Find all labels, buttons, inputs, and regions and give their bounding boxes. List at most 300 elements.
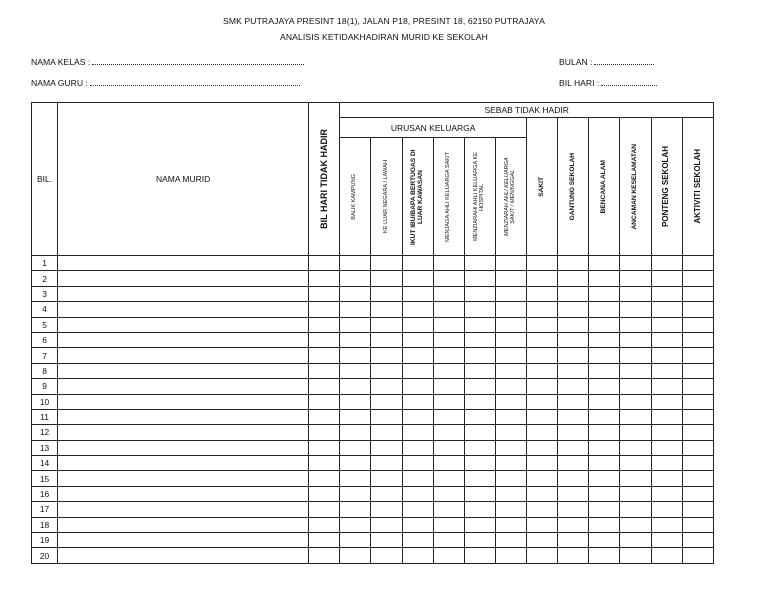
absence-cell[interactable] [371, 409, 402, 424]
absence-cell[interactable] [495, 502, 526, 517]
absence-cell[interactable] [371, 502, 402, 517]
absence-cell[interactable] [495, 363, 526, 378]
absence-cell[interactable] [651, 440, 682, 455]
absence-cell[interactable] [495, 486, 526, 501]
absence-cell[interactable] [589, 502, 620, 517]
absence-cell[interactable] [309, 517, 340, 532]
menziarah-meninggal-label: MENZIARAH AHLI KELUARGA SAKIT / MENINGGAL [504, 157, 516, 236]
absence-cell[interactable] [495, 548, 526, 563]
absence-cell[interactable] [589, 256, 620, 271]
ancaman-keselamatan-label: ANCAMAN KESELAMATAN [631, 143, 639, 230]
absence-cell[interactable] [371, 379, 402, 394]
absence-cell[interactable] [682, 517, 713, 532]
absence-cell[interactable] [620, 456, 651, 471]
absence-cell[interactable] [495, 286, 526, 301]
student-name-cell[interactable] [58, 517, 309, 532]
absence-cell[interactable] [682, 271, 713, 286]
student-name-cell[interactable] [58, 302, 309, 317]
absence-cell[interactable] [527, 348, 558, 363]
absence-cell[interactable] [682, 486, 713, 501]
absence-cell[interactable] [402, 256, 433, 271]
absence-cell[interactable] [651, 363, 682, 378]
absence-cell[interactable] [340, 502, 371, 517]
absence-cell[interactable] [464, 379, 495, 394]
absence-cell[interactable] [495, 517, 526, 532]
absence-cell[interactable] [309, 363, 340, 378]
student-name-cell[interactable] [58, 332, 309, 347]
absence-cell[interactable] [558, 271, 589, 286]
absence-cell[interactable] [682, 548, 713, 563]
absence-cell[interactable] [371, 456, 402, 471]
absence-cell[interactable] [371, 271, 402, 286]
student-name-cell[interactable] [58, 363, 309, 378]
absence-cell[interactable] [464, 517, 495, 532]
absence-cell[interactable] [558, 533, 589, 548]
absence-cell[interactable] [402, 456, 433, 471]
absence-cell[interactable] [340, 425, 371, 440]
student-name-cell[interactable] [58, 471, 309, 486]
absence-cell[interactable] [558, 409, 589, 424]
absence-cell[interactable] [464, 332, 495, 347]
absence-cell[interactable] [340, 456, 371, 471]
absence-cell[interactable] [433, 317, 464, 332]
absence-cell[interactable] [402, 317, 433, 332]
absence-cell[interactable] [464, 486, 495, 501]
absence-cell[interactable] [589, 425, 620, 440]
absence-cell[interactable] [433, 409, 464, 424]
absence-cell[interactable] [340, 363, 371, 378]
bulan-blank[interactable] [594, 57, 654, 65]
absence-cell[interactable] [558, 502, 589, 517]
absence-cell[interactable] [558, 440, 589, 455]
absence-cell[interactable] [527, 471, 558, 486]
absence-cell[interactable] [402, 471, 433, 486]
absence-cell[interactable] [558, 363, 589, 378]
absence-cell[interactable] [309, 332, 340, 347]
absence-cell[interactable] [589, 317, 620, 332]
absence-cell[interactable] [433, 379, 464, 394]
absence-cell[interactable] [371, 302, 402, 317]
row-number: 2 [32, 271, 58, 286]
absence-cell[interactable] [402, 517, 433, 532]
absence-cell[interactable] [682, 409, 713, 424]
absence-cell[interactable] [464, 456, 495, 471]
absence-cell[interactable] [402, 425, 433, 440]
absence-cell[interactable] [371, 332, 402, 347]
absence-cell[interactable] [340, 409, 371, 424]
absence-cell[interactable] [464, 271, 495, 286]
absence-cell[interactable] [340, 332, 371, 347]
absence-cell[interactable] [527, 286, 558, 301]
table-row [32, 379, 714, 394]
absence-cell[interactable] [620, 271, 651, 286]
student-name-cell[interactable] [58, 548, 309, 563]
absence-cell[interactable] [651, 517, 682, 532]
col-header-ancaman-keselamatan [620, 118, 651, 256]
absence-cell[interactable] [558, 486, 589, 501]
absence-cell[interactable] [340, 548, 371, 563]
absence-cell[interactable] [371, 517, 402, 532]
absence-cell[interactable] [371, 348, 402, 363]
absence-cell[interactable] [527, 486, 558, 501]
absence-cell[interactable] [464, 286, 495, 301]
absence-cell[interactable] [340, 302, 371, 317]
absence-cell[interactable] [433, 363, 464, 378]
absence-cell[interactable] [402, 271, 433, 286]
absence-cell[interactable] [340, 533, 371, 548]
absence-cell[interactable] [464, 533, 495, 548]
absence-cell[interactable] [340, 317, 371, 332]
absence-cell[interactable] [558, 471, 589, 486]
absence-cell[interactable] [651, 286, 682, 301]
absence-cell[interactable] [558, 379, 589, 394]
absence-cell[interactable] [651, 348, 682, 363]
student-name-cell[interactable] [58, 533, 309, 548]
absence-cell[interactable] [682, 256, 713, 271]
absence-cell[interactable] [340, 379, 371, 394]
absence-cell[interactable] [589, 302, 620, 317]
absence-cell[interactable] [651, 456, 682, 471]
nama-guru-blank[interactable] [90, 78, 300, 86]
absence-cell[interactable] [558, 425, 589, 440]
absence-cell[interactable] [651, 379, 682, 394]
absence-cell[interactable] [340, 271, 371, 286]
absence-cell[interactable] [682, 363, 713, 378]
absence-cell[interactable] [651, 486, 682, 501]
absence-cell[interactable] [433, 348, 464, 363]
absence-cell[interactable] [589, 332, 620, 347]
absence-cell[interactable] [340, 256, 371, 271]
absence-cell[interactable] [464, 409, 495, 424]
absence-cell[interactable] [620, 286, 651, 301]
absence-cell[interactable] [309, 486, 340, 501]
absence-cell[interactable] [495, 256, 526, 271]
absence-cell[interactable] [464, 502, 495, 517]
absence-cell[interactable] [309, 348, 340, 363]
absence-cell[interactable] [495, 394, 526, 409]
absence-cell[interactable] [527, 332, 558, 347]
absence-cell[interactable] [309, 409, 340, 424]
absence-cell[interactable] [464, 471, 495, 486]
absence-cell[interactable] [651, 332, 682, 347]
absence-cell[interactable] [309, 379, 340, 394]
absence-cell[interactable] [340, 440, 371, 455]
absence-cell[interactable] [527, 409, 558, 424]
absence-cell[interactable] [620, 409, 651, 424]
absence-cell[interactable] [433, 271, 464, 286]
table-row [32, 548, 714, 563]
nama-kelas-field [31, 57, 304, 67]
absence-cell[interactable] [371, 425, 402, 440]
absence-cell[interactable] [464, 317, 495, 332]
absence-cell[interactable] [309, 271, 340, 286]
absence-cell[interactable] [527, 517, 558, 532]
absence-cell[interactable] [682, 440, 713, 455]
absence-cell[interactable] [495, 471, 526, 486]
absence-cell[interactable] [558, 394, 589, 409]
absence-cell[interactable] [620, 548, 651, 563]
absence-cell[interactable] [309, 317, 340, 332]
absence-cell[interactable] [558, 517, 589, 532]
absence-cell[interactable] [620, 302, 651, 317]
absence-cell[interactable] [589, 517, 620, 532]
absence-cell[interactable] [527, 271, 558, 286]
row-number: 1 [32, 256, 58, 271]
absence-cell[interactable] [620, 440, 651, 455]
absence-cell[interactable] [433, 425, 464, 440]
absence-cell[interactable] [340, 394, 371, 409]
absence-cell[interactable] [495, 317, 526, 332]
absence-cell[interactable] [402, 548, 433, 563]
absence-cell[interactable] [433, 502, 464, 517]
student-name-cell[interactable] [58, 409, 309, 424]
absence-cell[interactable] [589, 394, 620, 409]
bulan-label: BULAN : [559, 57, 593, 67]
absence-cell[interactable] [589, 348, 620, 363]
absence-cell[interactable] [433, 394, 464, 409]
absence-cell[interactable] [682, 471, 713, 486]
absence-cell[interactable] [620, 363, 651, 378]
absence-cell[interactable] [651, 271, 682, 286]
absence-cell[interactable] [464, 363, 495, 378]
absence-cell[interactable] [682, 317, 713, 332]
absence-cell[interactable] [371, 317, 402, 332]
student-name-cell[interactable] [58, 425, 309, 440]
absence-cell[interactable] [433, 286, 464, 301]
student-name-cell[interactable] [58, 440, 309, 455]
absence-cell[interactable] [651, 425, 682, 440]
absence-cell[interactable] [340, 517, 371, 532]
absence-cell[interactable] [402, 332, 433, 347]
absence-cell[interactable] [620, 425, 651, 440]
absence-cell[interactable] [371, 286, 402, 301]
absence-cell[interactable] [620, 486, 651, 501]
absence-cell[interactable] [682, 425, 713, 440]
absence-cell[interactable] [402, 502, 433, 517]
absence-cell[interactable] [527, 456, 558, 471]
absence-cell[interactable] [651, 409, 682, 424]
absence-cell[interactable] [620, 317, 651, 332]
absence-cell[interactable] [682, 379, 713, 394]
absence-cell[interactable] [371, 486, 402, 501]
absence-cell[interactable] [495, 348, 526, 363]
absence-cell[interactable] [589, 548, 620, 563]
absence-cell[interactable] [651, 548, 682, 563]
absence-cell[interactable] [433, 471, 464, 486]
absence-cell[interactable] [589, 363, 620, 378]
absence-cell[interactable] [620, 533, 651, 548]
absence-cell[interactable] [651, 302, 682, 317]
absence-cell[interactable] [589, 271, 620, 286]
absence-cell[interactable] [495, 456, 526, 471]
absence-cell[interactable] [402, 379, 433, 394]
student-name-cell[interactable] [58, 502, 309, 517]
row-number: 16 [32, 486, 58, 501]
absence-cell[interactable] [371, 440, 402, 455]
absence-cell[interactable] [309, 548, 340, 563]
absence-cell[interactable] [620, 379, 651, 394]
absence-cell[interactable] [402, 302, 433, 317]
absence-cell[interactable] [402, 533, 433, 548]
absence-cell[interactable] [527, 317, 558, 332]
absence-cell[interactable] [527, 394, 558, 409]
absence-cell[interactable] [340, 486, 371, 501]
student-name-cell[interactable] [58, 271, 309, 286]
absence-cell[interactable] [433, 256, 464, 271]
absence-cell[interactable] [309, 394, 340, 409]
absence-cell[interactable] [620, 256, 651, 271]
absence-cell[interactable] [309, 533, 340, 548]
col-header-gantung-sekolah [558, 118, 589, 256]
absence-cell[interactable] [651, 502, 682, 517]
absence-cell[interactable] [309, 440, 340, 455]
row-number: 8 [32, 363, 58, 378]
absence-cell[interactable] [464, 348, 495, 363]
absence-cell[interactable] [651, 533, 682, 548]
absence-cell[interactable] [589, 409, 620, 424]
absence-cell[interactable] [558, 348, 589, 363]
student-name-cell[interactable] [58, 286, 309, 301]
absence-cell[interactable] [527, 256, 558, 271]
absence-cell[interactable] [682, 332, 713, 347]
absence-cell[interactable] [371, 471, 402, 486]
absence-cell[interactable] [371, 256, 402, 271]
absence-cell[interactable] [309, 471, 340, 486]
absence-cell[interactable] [433, 548, 464, 563]
absence-cell[interactable] [682, 286, 713, 301]
absence-cell[interactable] [651, 256, 682, 271]
absence-cell[interactable] [433, 332, 464, 347]
absence-cell[interactable] [433, 456, 464, 471]
absence-cell[interactable] [651, 317, 682, 332]
absence-cell[interactable] [309, 302, 340, 317]
absence-cell[interactable] [620, 348, 651, 363]
absence-cell[interactable] [433, 486, 464, 501]
absence-cell[interactable] [433, 517, 464, 532]
absence-cell[interactable] [402, 286, 433, 301]
absence-cell[interactable] [433, 440, 464, 455]
absence-cell[interactable] [558, 332, 589, 347]
absence-cell[interactable] [558, 317, 589, 332]
absence-cell[interactable] [527, 425, 558, 440]
absence-cell[interactable] [495, 425, 526, 440]
absence-cell[interactable] [402, 486, 433, 501]
absence-cell[interactable] [340, 471, 371, 486]
absence-cell[interactable] [495, 409, 526, 424]
nama-kelas-blank[interactable] [92, 57, 304, 65]
absence-cell[interactable] [527, 548, 558, 563]
absence-cell[interactable] [464, 425, 495, 440]
absence-cell[interactable] [527, 379, 558, 394]
absence-cell[interactable] [402, 394, 433, 409]
student-name-cell[interactable] [58, 256, 309, 271]
student-name-cell[interactable] [58, 379, 309, 394]
absence-cell[interactable] [589, 379, 620, 394]
absence-cell[interactable] [620, 394, 651, 409]
absence-cell[interactable] [495, 440, 526, 455]
absence-cell[interactable] [433, 533, 464, 548]
absence-cell[interactable] [527, 302, 558, 317]
absence-cell[interactable] [589, 471, 620, 486]
student-name-cell[interactable] [58, 456, 309, 471]
absence-cell[interactable] [309, 456, 340, 471]
absence-cell[interactable] [309, 256, 340, 271]
absence-cell[interactable] [620, 502, 651, 517]
absence-cell[interactable] [682, 348, 713, 363]
absence-cell[interactable] [620, 332, 651, 347]
absence-cell[interactable] [682, 502, 713, 517]
absence-cell[interactable] [682, 456, 713, 471]
absence-cell[interactable] [682, 533, 713, 548]
absence-cell[interactable] [402, 363, 433, 378]
col-header-bil: BIL. [32, 103, 58, 256]
absence-cell[interactable] [371, 548, 402, 563]
absence-cell[interactable] [495, 332, 526, 347]
absence-cell[interactable] [371, 533, 402, 548]
absence-cell[interactable] [433, 302, 464, 317]
absence-cell[interactable] [558, 256, 589, 271]
col-header-balik-kampung [340, 138, 371, 256]
absence-cell[interactable] [589, 533, 620, 548]
student-name-cell[interactable] [58, 394, 309, 409]
absence-cell[interactable] [402, 440, 433, 455]
absence-cell[interactable] [558, 548, 589, 563]
absence-cell[interactable] [620, 471, 651, 486]
absence-cell[interactable] [558, 286, 589, 301]
absence-cell[interactable] [464, 548, 495, 563]
absence-cell[interactable] [402, 348, 433, 363]
absence-cell[interactable] [464, 394, 495, 409]
absence-cell[interactable] [589, 440, 620, 455]
absence-cell[interactable] [464, 302, 495, 317]
absence-cell[interactable] [589, 456, 620, 471]
table-row [32, 286, 714, 301]
absence-cell[interactable] [464, 256, 495, 271]
absence-cell[interactable] [682, 394, 713, 409]
absence-cell[interactable] [309, 502, 340, 517]
absence-cell[interactable] [527, 533, 558, 548]
absence-cell[interactable] [340, 286, 371, 301]
absence-cell[interactable] [527, 502, 558, 517]
absence-cell[interactable] [495, 271, 526, 286]
absence-cell[interactable] [340, 348, 371, 363]
absence-cell[interactable] [589, 486, 620, 501]
absence-cell[interactable] [651, 471, 682, 486]
absence-cell[interactable] [527, 363, 558, 378]
student-name-cell[interactable] [58, 486, 309, 501]
absence-cell[interactable] [651, 394, 682, 409]
absence-cell[interactable] [464, 440, 495, 455]
student-name-cell[interactable] [58, 348, 309, 363]
absence-cell[interactable] [682, 302, 713, 317]
absence-cell[interactable] [527, 440, 558, 455]
bil-hari-blank[interactable] [601, 78, 657, 86]
absence-cell[interactable] [371, 363, 402, 378]
absence-cell[interactable] [309, 425, 340, 440]
row-number: 20 [32, 548, 58, 563]
absence-cell[interactable] [371, 394, 402, 409]
absence-cell[interactable] [495, 533, 526, 548]
absence-cell[interactable] [495, 302, 526, 317]
absence-cell[interactable] [558, 302, 589, 317]
absence-cell[interactable] [495, 379, 526, 394]
absence-cell[interactable] [402, 409, 433, 424]
absence-cell[interactable] [309, 286, 340, 301]
absence-cell[interactable] [558, 456, 589, 471]
absence-cell[interactable] [589, 286, 620, 301]
absence-cell[interactable] [620, 517, 651, 532]
student-name-cell[interactable] [58, 317, 309, 332]
